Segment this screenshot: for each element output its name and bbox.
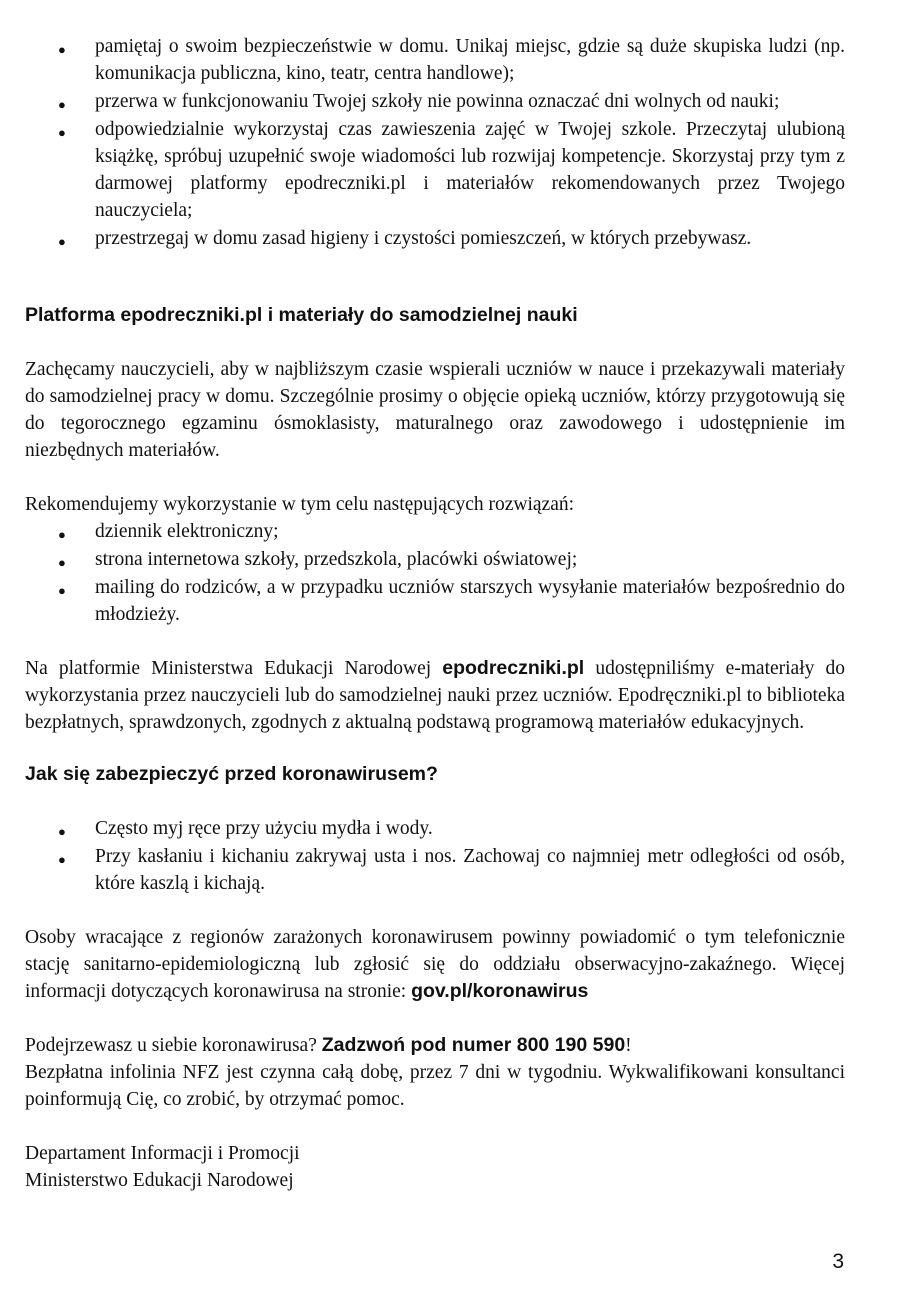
signature-line-2: Ministerstwo Edukacji Narodowej [25,1170,294,1191]
platform-paragraph: Na platformie Ministerstwa Edukacji Narodowej epodreczniki.pl udostępniliśmy e-materiały do wykorzystania przez nauczycieli lub do samodzielnej nauki przez uczniów. Epodręczniki.pl to biblioteka bezpłatnych, sprawdzonych, zgodnych z aktualną podstawą programową materiałów edukacyjnych. [25,657,845,733]
infoline-paragraph: Bezpłatna infolinia NFZ jest czynna całą dobę, przez 7 dni w tygodniu. Wykwalifikowani konsultanci poinformują Cię, co zrobić, by otrzymać pomoc. [25,1062,845,1110]
recommend-list [25,518,845,628]
suspect-paragraph: Podejrzewasz u siebie koronawirusa? Zadzwoń pod numer 800 190 590! [25,1034,632,1056]
bullet-icon: ● [58,125,66,140]
epodreczniki-link[interactable]: epodreczniki.pl [442,657,585,679]
bullet-icon: ● [58,97,66,112]
hotline-number: Zadzwoń pod numer 800 190 590 [321,1034,626,1056]
bullet-icon: ● [58,555,66,570]
section-heading-platform: Platforma epodreczniki.pl i materiały do samodzielnej nauki [25,304,578,326]
list-item: ● pamiętaj o swoim bezpieczeństwie w domu. Unikaj miejsc, gdzie są duże skupiska ludzi (np. komunikacja publiczna, kino, teatr, centra handlowe); [58,36,845,84]
gov-koronawirus-link[interactable]: gov.pl/koronawirus [411,980,589,1002]
recommend-intro: Rekomendujemy wykorzystanie w tym celu następujących rozwiązań: [25,494,575,515]
list-item: ● mailing do rodziców, a w przypadku uczniów starszych wysyłanie materiałów bezpośrednio do młodzieży. [58,577,845,625]
list-item: ● Przy kasłaniu i kichaniu zakrywaj usta i nos. Zachowaj co najmniej metr odległości od osób, które kaszlą i kichają. [58,846,845,894]
bullet-icon: ● [58,852,66,867]
prevention-list [25,815,845,897]
signature-line-1: Departament Informacji i Promocji [25,1143,300,1164]
bullet-icon: ● [58,234,66,249]
return-paragraph: Osoby wracające z regionów zarażonych koronawirusem powinny powiadomić o tym telefonicznie stację sanitarno-epidemiologiczną lub zgłosić się do oddziału obserwacyjno-zakaźnego. Więcej informacji dotyczących koronawirusa na stronie: gov.pl/koronawirus [25,927,845,1002]
bullet-icon: ● [58,527,66,542]
list-item: ● przerwa w funkcjonowaniu Twojej szkoły nie powinna oznaczać dni wolnych od nauki; [25,88,845,115]
list-item: ● odpowiedzialnie wykorzystaj czas zawieszenia zajęć w Twojej szkole. Przeczytaj ulubioną książkę, spróbuj uzupełnić swoje wiadomości lub rozwijaj kompetencje. Skorzystaj przy tym z darmowej platformy epodreczniki.pl i materiałów rekomendowanych przez Twojego nauczyciela; [58,119,845,221]
document-page [25,33,845,1194]
list-item: ● Często myj ręce przy użyciu mydła i wody. [25,815,845,842]
intro-paragraph: Zachęcamy nauczycieli, aby w najbliższym czasie wspierali uczniów w nauce i przekazywali materiały do samodzielnej pracy w domu. Szczególnie prosimy o objęcie opieką uczniów, którzy przygotowują się do tegorocznego egzaminu ósmoklasisty, maturalnego oraz zawodowego i udostępnienie im niezbędnych materiałów. [25,359,845,461]
section-heading-coronavirus: Jak się zabezpieczyć przed koronawirusem? [25,763,438,785]
safety-tips-list [25,33,845,252]
list-item: ● dziennik elektroniczny; [25,518,845,545]
bullet-icon: ● [58,824,66,839]
page-number: 3 [832,1250,844,1273]
list-item: ● przestrzegaj w domu zasad higieny i czystości pomieszczeń, w których przebywasz. [25,225,845,252]
bullet-icon: ● [58,42,66,57]
list-item: ● strona internetowa szkoły, przedszkola, placówki oświatowej; [25,546,845,573]
bullet-icon: ● [58,583,66,598]
